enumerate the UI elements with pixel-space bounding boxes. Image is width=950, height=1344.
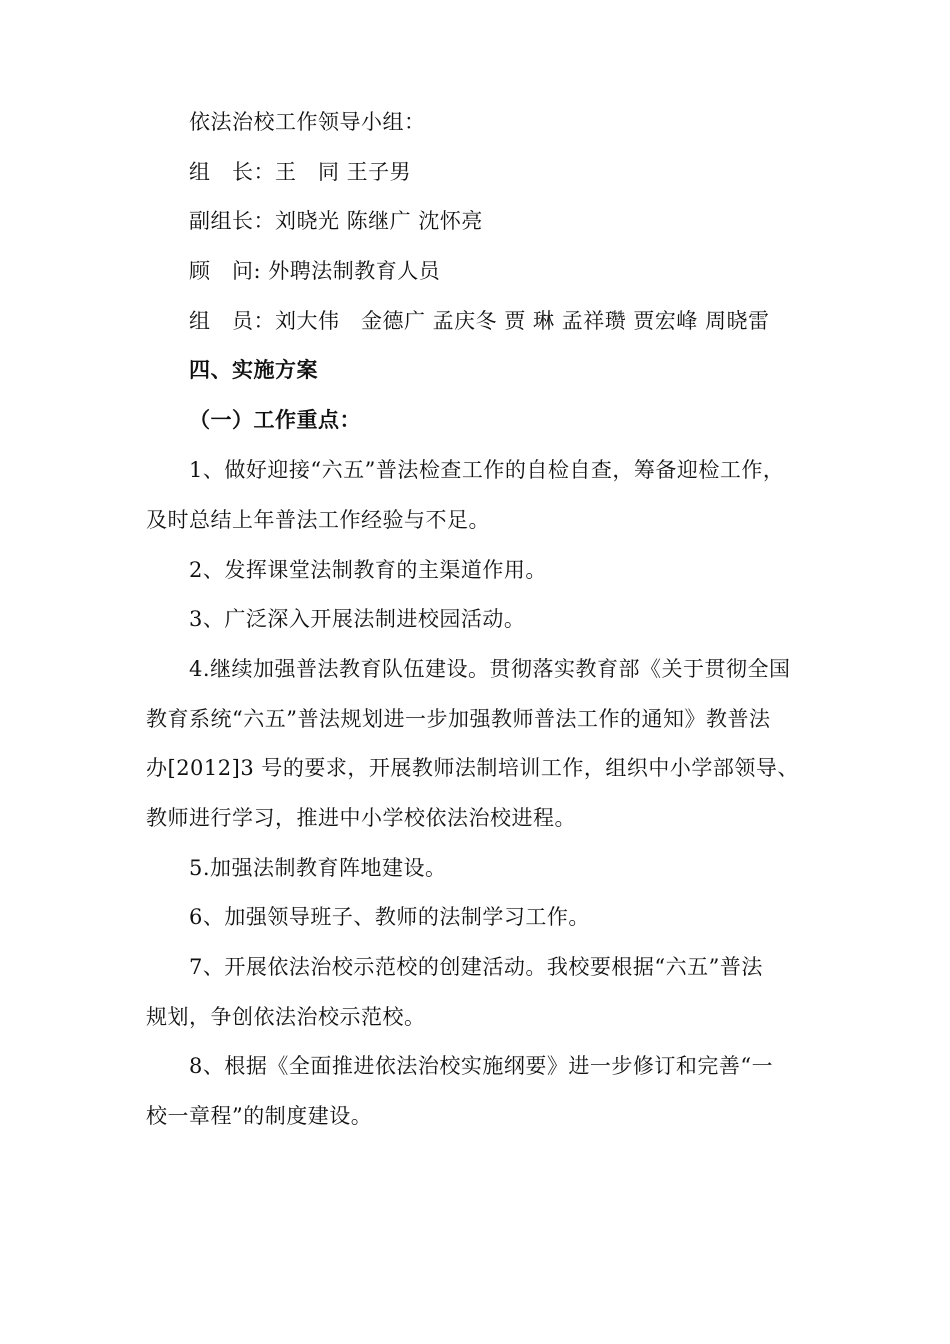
item-4-line-1: 4.继续加强普法教育队伍建设。贯彻落实教育部《关于贯彻全国 bbox=[189, 657, 791, 681]
item-8-line-2: 校一章程”的制度建设。 bbox=[146, 1104, 373, 1128]
deputy-leader-line: 副组长：刘晓光 陈继广 沈怀亮 bbox=[189, 209, 483, 233]
item-8-line-1: 8、根据《全面推进依法治校实施纲要》进一步修订和完善“一 bbox=[189, 1054, 774, 1078]
group-leader-line: 组 长：王 同 王子男 bbox=[189, 160, 412, 184]
item-5: 5.加强法制教育阵地建设。 bbox=[189, 856, 447, 880]
item-6: 6、加强领导班子、教师的法制学习工作。 bbox=[189, 905, 590, 929]
section-title: 四、实施方案 bbox=[189, 357, 318, 382]
item-1-line-1: 1、做好迎接“六五”普法检查工作的自检自查，筹备迎检工作， bbox=[189, 458, 785, 482]
section-subtitle: （一）工作重点： bbox=[189, 407, 361, 432]
advisor-line: 顾 问: 外聘法制教育人员 bbox=[189, 259, 441, 283]
leadership-group-heading: 依法治校工作领导小组： bbox=[189, 110, 426, 134]
item-4-line-3: 办[2012]3 号的要求，开展教师法制培训工作，组织中小学部领导、 bbox=[146, 756, 799, 780]
item-4-line-4: 教师进行学习，推进中小学校依法治校进程。 bbox=[146, 806, 576, 830]
item-1-line-2: 及时总结上年普法工作经验与不足。 bbox=[146, 508, 490, 532]
item-3: 3、广泛深入开展法制进校园活动。 bbox=[189, 607, 526, 631]
item-4-line-2: 教育系统“六五”普法规划进一步加强教师普法工作的通知》教普法 bbox=[146, 707, 771, 731]
item-2: 2、发挥课堂法制教育的主渠道作用。 bbox=[189, 558, 547, 582]
group-members-line: 组 员：刘大伟 金德广 孟庆冬 贾 琳 孟祥瓒 贾宏峰 周晓雷 bbox=[189, 309, 770, 333]
item-7-line-1: 7、开展依法治校示范校的创建活动。我校要根据“六五”普法 bbox=[189, 955, 763, 979]
item-7-line-2: 规划，争创依法治校示范校。 bbox=[146, 1005, 426, 1029]
